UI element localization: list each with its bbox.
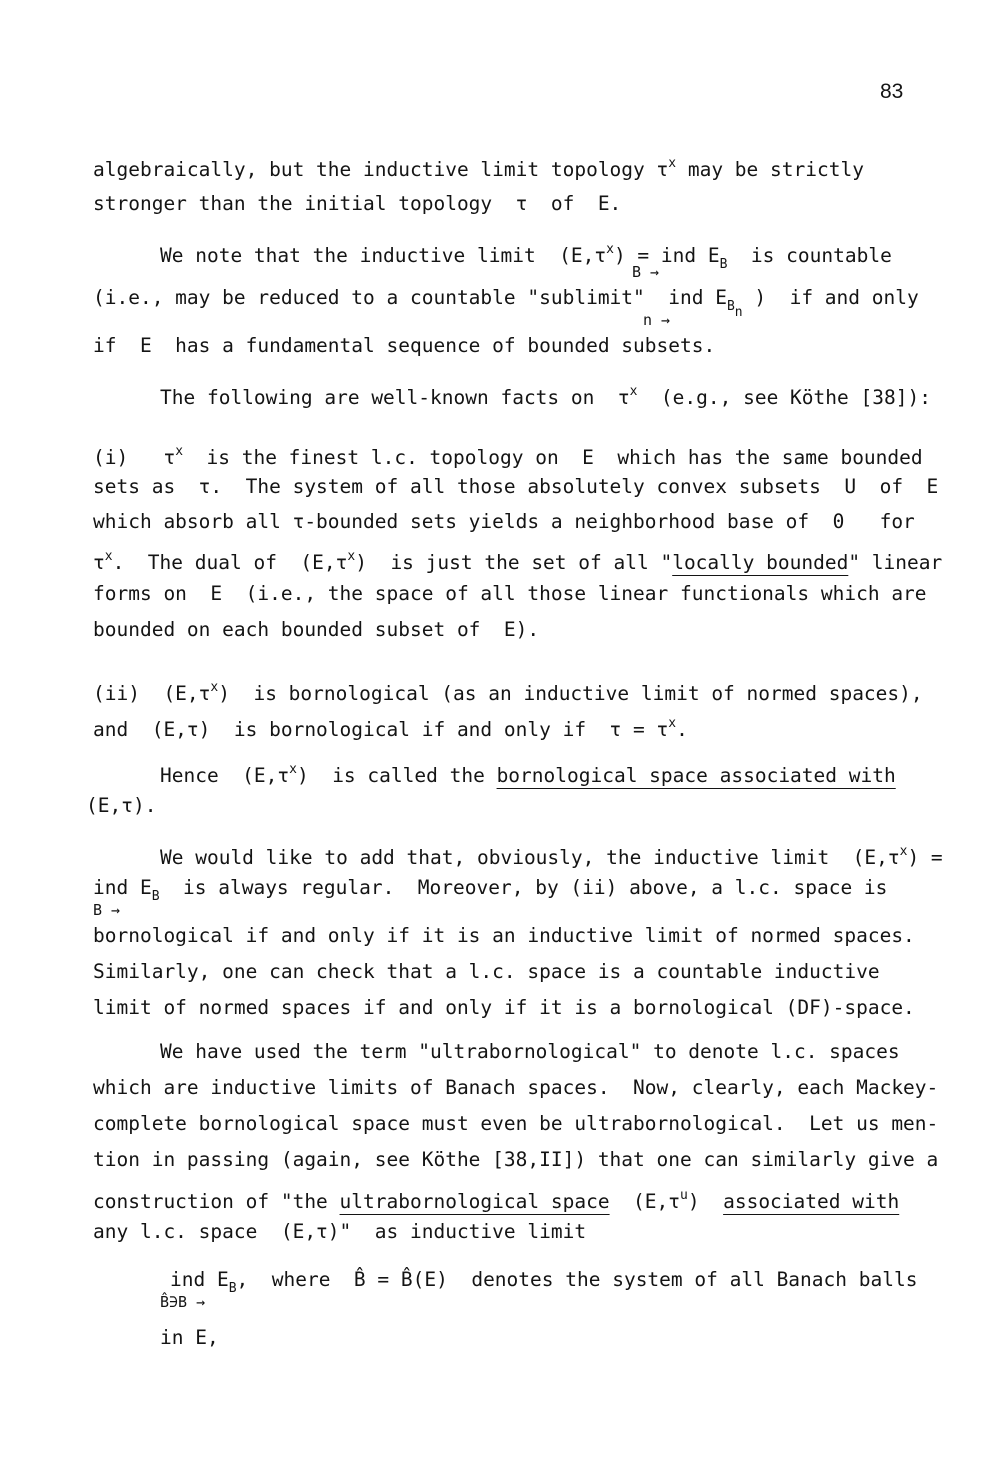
text-line: bounded on each bounded subset of E). <box>93 618 540 641</box>
page-number: 83 <box>880 80 904 103</box>
limit-subscript: B̂∋B → <box>160 1293 206 1311</box>
text-line: (i.e., may be reduced to a countable "sublimit" ind $E_{Bn}$ ) if and only <box>93 286 919 320</box>
text-line: algebraically, but the inductive limit topology $\tau^x$ may be strictly <box>93 156 864 181</box>
text-line: The following are well-known facts on $\tau^x$ (e.g., see Köthe [38]): <box>160 384 931 409</box>
text-line: which are inductive limits of Banach spaces. Now, clearly, each Mackey- <box>93 1076 939 1099</box>
text-line: (E,τ). <box>86 794 157 817</box>
text-line: limit of normed spaces if and only if it is a bornological (DF)-space. <box>93 996 915 1019</box>
limit-subscript: B → <box>93 901 121 919</box>
formula-line: ind $E_B$, where B̂ = B̂(E) denotes the system of all Banach balls <box>170 1268 918 1296</box>
text-line: ind $E_B$ is always regular. Moreover, by (ii) above, a l.c. space is <box>93 876 888 904</box>
text-line: complete bornological space must even be ultrabornological. Let us men- <box>93 1112 939 1135</box>
text-line: We have used the term "ultrabornological" to denote l.c. spaces <box>160 1040 900 1063</box>
text-line: Similarly, one can check that a l.c. space is a countable inductive <box>93 960 880 983</box>
limit-subscript: n → <box>643 311 671 329</box>
text-line: $\tau^x$. The dual of $(E,\tau^x)$ is just the set of all "locally bounded" linear <box>93 549 943 574</box>
text-line: any l.c. space (E,τ)" as inductive limit <box>93 1220 587 1243</box>
text-line: (i) $\tau^x$ is the finest l.c. topology on E which has the same bounded <box>93 444 923 469</box>
text-line: bornological if and only if it is an inductive limit of normed spaces. <box>93 924 915 947</box>
text-line: sets as τ. The system of all those absolutely convex subsets U of E <box>93 475 939 498</box>
limit-subscript: B → <box>632 263 660 281</box>
text-line: forms on E (i.e., the space of all those linear functionals which are <box>93 582 927 605</box>
text-line: in E, <box>160 1326 219 1349</box>
text-line: (ii) $(E,\tau^x)$ is bornological (as an inductive limit of normed spaces), <box>93 680 923 705</box>
text-line: stronger than the initial topology τ of E. <box>93 192 622 215</box>
text-line: We would like to add that, obviously, the inductive limit $(E,\tau^x)$ = <box>160 844 943 869</box>
text-line: which absorb all τ-bounded sets yields a neighborhood base of 0 for <box>93 510 915 533</box>
text-line: tion in passing (again, see Köthe [38,II]) that one can similarly give a <box>93 1148 939 1171</box>
text-line: if E has a fundamental sequence of bounded subsets. <box>93 334 716 357</box>
text-line: construction of "the ultrabornological space $(E,\tau^u)$ associated with <box>93 1188 900 1213</box>
text-line: and (E,τ) is bornological if and only if $\tau = \tau^x$. <box>93 716 688 741</box>
text-line: Hence $(E,\tau^x)$ is called the bornological space associated with <box>160 762 896 787</box>
text-line: We note that the inductive limit $(E,\tau^x)$ = ind $E_B$ is countable <box>160 242 892 272</box>
